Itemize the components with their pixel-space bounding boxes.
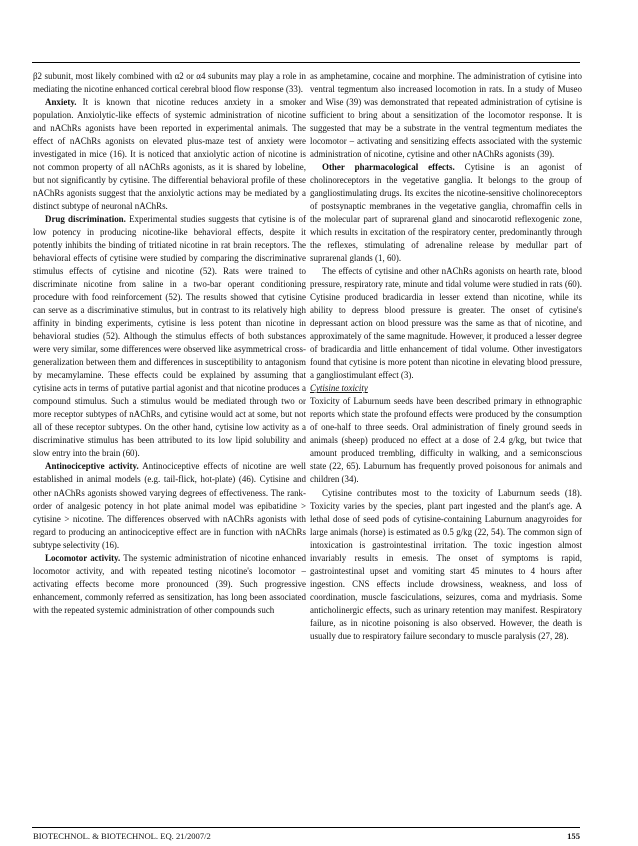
right-column [310, 70, 582, 830]
paragraph-heading: Drug discrimination. [45, 214, 126, 225]
paragraph: Toxicity of Laburnum seeds have been described primary in ethnographic reports which state the profound effects were produced by the consumption of one-half to three seeds. Oral administration of finely ground seeds in animals (sheep) produced no effect at a dose of 2.4 g/kg, but twice that amount produced trembling, difficulty in walking, and a semiconscious state (22, 65). Laburnum has frequently proved poisonous for animals and children (34). [310, 396, 582, 485]
paragraph-heading: Locomotor activity. [45, 552, 121, 563]
left-column [33, 70, 306, 830]
paragraph: β2 subunit, most likely combined with α2 or α4 subunits may play a role in mediating the nicotine enhanced cortical cerebral blood flow response (33). [33, 71, 306, 95]
paragraph-heading: Antinociceptive activity. [45, 461, 139, 472]
paragraph-antinociceptive: Antinociceptive activity. Antinociceptive effects of nicotine are well established in animal models (e.g. tail-flick, hot-plate) (46). Cytisine and other nAChRs agonists showed varying degrees of effectiveness. The rank-order of analgesic potency in hot plate animal model was epibatidine > cytisine > nicotine. The differences observed with nAChRs agonists with regard to producing an antinociceptive effect are in function with nAChRs subtype selectivity (16). [33, 461, 306, 550]
paragraph-other-pharmacological: Other pharmacological effects. Cytisine is an agonist of cholinoreceptors in the vegetative ganglia. It belongs to the group of gangliostimulating drugs. Its excites the nicotine-sensitive cholinoreceptors of postsynaptic membranes in the vegetative ganglia, chromaffin cells in the molecular part of suprarenal gland and sinocarotid reflexogenic zone, which results in excitation of the respiratory center, predominantly through the reflexes, stimulating of adrenaline release by medullar part of suprarenal glands (1, 60). [310, 162, 582, 264]
journal-citation: BIOTECHNOL. & BIOTECHNOL. EQ. 21/2007/2 [33, 831, 211, 841]
section-heading-cytisine-toxicity: Cytisine toxicity [310, 383, 368, 394]
paragraph-drug-discrimination: Drug discrimination. Experimental studies suggests that cytisine is of low potency in producing nicotine-like behavioral effects, despite it potently inhibits the binding of tritiated nicotine in rat brain receptors. The behavioral effects of cytisine were studied by comparing the discriminative stimulus effects of cytisine and nicotine (52). Rats were trained to discriminate nicotine from saline in a two-bar operant conditioning procedure with food reinforcement (52). The results showed that cytisine can serve as a discriminative stimulus, but in contrast to its relatively high affinity in binding experiments, cytisine is less potent than nicotine in behavioral studies (52). Although the stimulus effects of both substances were very similar, some differences were observed like asymmetrical cross-generalization between them and differences in susceptibility to antagonism by mecamylamine. These effects could be explained by assuming that cytisine acts in terms of putative partial agonist and that nicotine produces a compound stimulus. Such a stimulus would be mediated through two or more receptor subtypes of nAChRs, and cytisine would act at some, but not all of these receptor subtypes. On the other hand, cytisine low activity as a discriminative stimulus has been attributed to its low lipid solubility and slow entry into the brain (60). [33, 214, 306, 459]
page-footer [33, 829, 580, 843]
paragraph-heading: Other pharmacological effects. [322, 162, 455, 173]
paragraph-anxiety: Anxiety. It is known that nicotine reduces anxiety in a smoker population. Anxiolytic-like effects of systemic administration of nicotine and nAChRs agonists have been reported in experimental animals. The effect of nAChRs agonists on elevated plus-maze test of anxiety were investigated in mice (16). It is noticed that anxiolytic action of nicotine is not common property of all nAChRs agonists, as it is shared by lobeline, but not significantly by cytisine. The differential behavioral profile of these nAChRs agonists suggest that the anxiolytic actions may be mediated by a distinct subtype of neuronal nAChRs. [33, 97, 306, 212]
paragraph: The effects of cytisine and other nAChRs agonists on hearth rate, blood pressure, respiratory rate, minute and tidal volume were studied in rats (60). Cytisine produced bradicardia in lesser extend than nicotine, while its ability to depress blood pressure is greater. The onset of cytisine's depressant action on blood pressure was the same as that of nicotine, and approximately of the same magnitude. However, it produced a lesser degree of bradicardia and little enhancement of tidal volume. Other investigators found that cytisine is more potent than nicotine in elevating blood pressure, a gangliostimulant effect (3). [310, 266, 582, 381]
paragraph-heading: Anxiety. [45, 97, 77, 108]
paragraph: as amphetamine, cocaine and morphine. The administration of cytisine into ventral tegmentum also increased locomotion in rats. In a study of Museo and Wise (39) was demonstrated that repeated administration of cytisine is sufficient to bring about a sensitization of the locomotor response. It is suggested that may be a substrate in the ventral tegmentum mediates the locomotor – activating and sensitizing effects associated with the systemic administration of nicotine, cytisine and other nAChRs agonists (39). [310, 71, 582, 160]
page-number: 155 [567, 831, 580, 841]
footer-rule [32, 827, 580, 828]
paragraph-locomotor: Locomotor activity. The systemic administration of nicotine enhanced locomotor activity, and with repeated testing nicotine's locomotor – activating effects become more pronounced (39). Such progressive enhancement, commonly referred as sensitization, has long been associated with the repeated systemic administration of other compounds such [33, 552, 306, 615]
paragraph: Cytisine contributes most to the toxicity of Laburnum seeds (18). Toxicity varies by the species, plant part ingested and the plant's age. A lethal dose of seed pods of cytisine-containing Laburnum anagyroides for large animals (horse) is estimated as 0.5 g/kg (22, 54). The common sign of intoxication is gastrointestinal irritation. The toxic ingestion almost invariably results in emesis. The onset of symptoms is rapid, gastrointestinal upset and vomiting start 45 minutes to 4 hours after ingestion. CNS effects include drowsiness, weakness, and loss of coordination, muscle fasciculations, seizures, coma and mydriasis. Some anticholinergic effects, such as urinary retention may manifest. Respiratory failure, as in nicotine poisoning is also observed. However, the death is usually due to respiratory failure secondary to muscle paralysis (27, 28). [310, 487, 582, 641]
header-rule [32, 62, 580, 63]
